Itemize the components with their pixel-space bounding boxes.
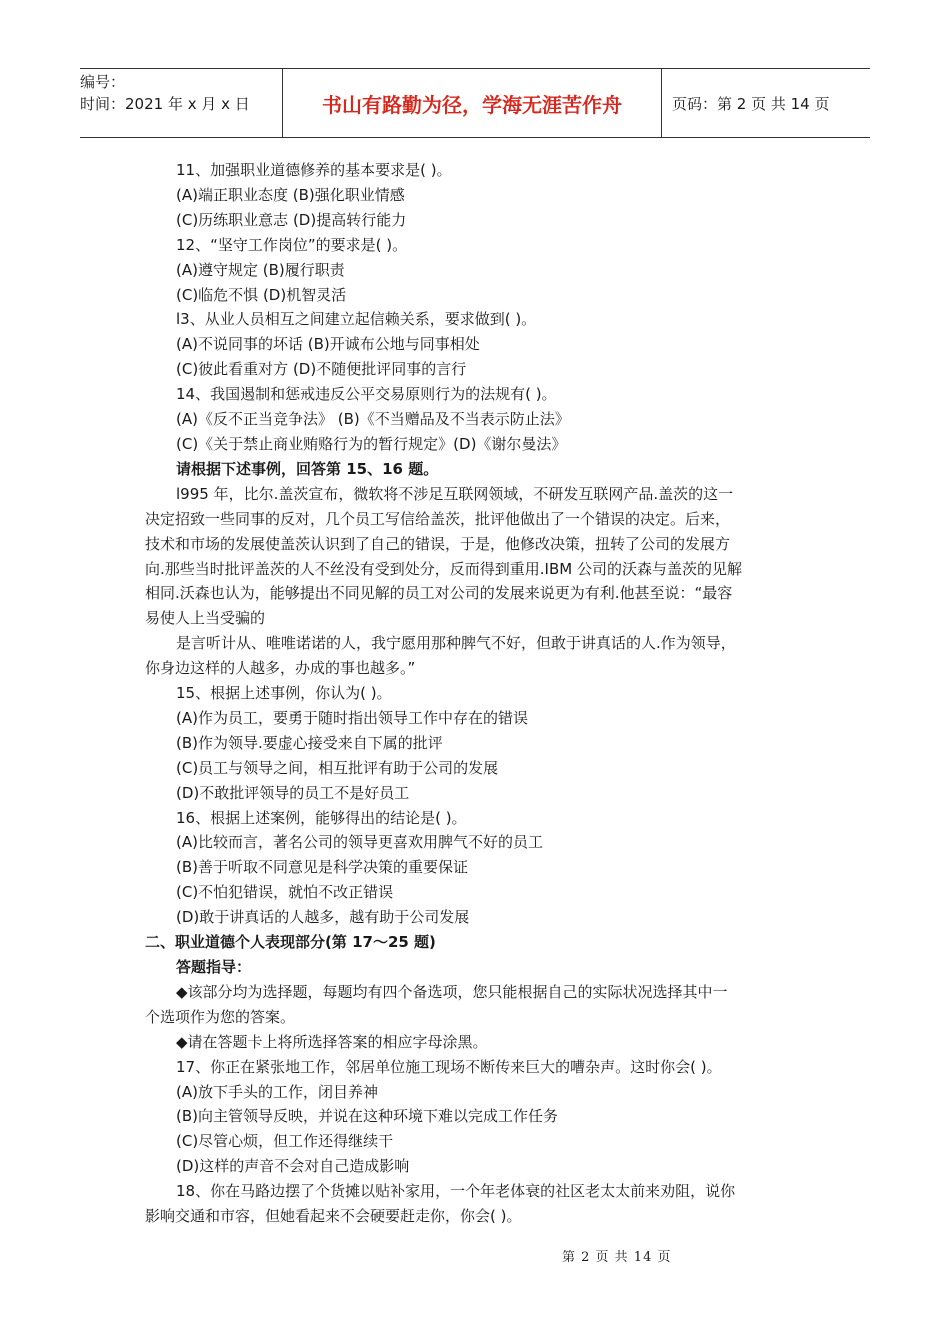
- q13-options-ab: (A)不说同事的坏话 (B)开诚布公地与同事相处: [176, 335, 480, 354]
- q16-option-a: (A)比较而言，著名公司的领导更喜欢用脾气不好的员工: [176, 833, 543, 852]
- q17-option-c: (C)尽管心烦，但工作还得继续干: [176, 1132, 394, 1151]
- question-18-cont: 影响交通和市容，但她看起来不会硬要赶走你，你会( )。: [145, 1207, 522, 1226]
- page-footer: 第 2 页 共 14 页: [562, 1250, 672, 1265]
- question-14: 14、我国遏制和惩戒违反公平交易原则行为的法规有( )。: [176, 385, 557, 404]
- question-17: 17、你正在紧张地工作，邻居单位施工现场不断传来巨大的嘈杂声。这时你会( )。: [176, 1057, 722, 1076]
- case-text-line: 易使人上当受骗的: [145, 609, 266, 628]
- q15-option-d: (D)不敢批评领导的员工不是好员工: [176, 783, 410, 802]
- header-page-info: 页码：第 2 页 共 14 页: [672, 94, 830, 113]
- q16-option-c: (C)不怕犯错误，就怕不改正错误: [176, 883, 394, 902]
- page-header: [80, 68, 870, 138]
- q12-options-ab: (A)遵守规定 (B)履行职责: [176, 260, 345, 279]
- q11-options-cd: (C)历练职业意志 (D)提高转行能力: [176, 210, 407, 229]
- question-16: 16、根据上述案例，能够得出的结论是( )。: [176, 808, 467, 827]
- question-15: 15、根据上述事例，你认为( )。: [176, 684, 392, 703]
- document-number-label: 编号：: [80, 73, 126, 91]
- q15-option-a: (A)作为员工，要勇于随时指出领导工作中存在的错误: [176, 708, 528, 727]
- q17-option-d: (D)这样的声音不会对自己造成影响: [176, 1157, 410, 1176]
- case-instruction: 请根据下述事例，回答第 15、16 题。: [176, 459, 439, 478]
- q15-option-c: (C)员工与领导之间，相互批评有助于公司的发展: [176, 758, 499, 777]
- q14-options-ab: (A)《反不正当竞争法》 (B)《不当赠品及不当表示防止法》: [176, 410, 570, 429]
- q17-option-b: (B)向主管领导反映，并说在这种环境下难以完成工作任务: [176, 1107, 558, 1126]
- instruction-line: ◆请在答题卡上将所选择答案的相应字母涂黑。: [176, 1032, 488, 1051]
- case-text-line: 决定招致一些同事的反对，几个员工写信给盖茨，批评他做出了一个错误的决定。后来，: [145, 509, 731, 528]
- q16-option-d: (D)敢于讲真话的人越多，越有助于公司发展: [176, 908, 470, 927]
- instructions-heading: 答题指导：: [176, 958, 252, 976]
- question-11: 11、加强职业道德修养的基本要求是( )。: [176, 161, 452, 179]
- q13-options-cd: (C)彼此看重对方 (D)不随便批评同事的言行: [176, 360, 467, 379]
- section-heading: 二、职业道德个人表现部分(第 17～25 题): [145, 933, 436, 952]
- question-12: 12、“坚守工作岗位”的要求是( )。: [176, 235, 408, 254]
- instruction-line: 个选项作为您的答案。: [145, 1007, 296, 1026]
- case-text-line: 向.那些当时批评盖茨的人不丝没有受到处分，反而得到重用.IBM 公司的沃森与盖茨的见解: [145, 559, 742, 578]
- header-motto: 书山有路勤为径，学海无涯苦作舟: [282, 69, 662, 137]
- q15-option-b: (B)作为领导.要虚心接受来自下属的批评: [176, 733, 443, 752]
- case-text-line: l995 年，比尔.盖茨宣布，微软将不涉足互联网领域，不研发互联网产品.盖茨的这一: [176, 484, 734, 503]
- document-body: [145, 158, 813, 1229]
- question-18: 18、你在马路边摆了个货摊以贴补家用，一个年老体衰的社区老太太前来劝阻，说你: [176, 1182, 736, 1201]
- q16-option-b: (B)善于听取不同意见是科学决策的重要保证: [176, 858, 468, 877]
- question-13: l3、从业人员相互之间建立起信赖关系，要求做到( )。: [176, 310, 537, 329]
- document-date: 时间：2021 年 x 月 x 日: [80, 95, 250, 113]
- case-text-line: 相同.沃森也认为，能够提出不同见解的员工对公司的发展来说更为有利.他甚至说：“最容: [145, 584, 733, 603]
- case-text-line: 是言听计从、唯唯诺诺的人，我宁愿用那种脾气不好，但敢于讲真话的人.作为领导，: [176, 634, 736, 653]
- q17-option-a: (A)放下手头的工作，闭目养神: [176, 1082, 378, 1101]
- case-text-line: 技术和市场的发展使盖茨认识到了自己的错误，于是，他修改决策，扭转了公司的发展方: [145, 534, 731, 553]
- header-meta: [80, 69, 280, 139]
- instruction-line: ◆该部分均为选择题，每题均有四个备选项，您只能根据自己的实际状况选择其中一: [176, 982, 728, 1001]
- case-text-line: 你身边这样的人越多，办成的事也越多。”: [145, 659, 416, 678]
- q12-options-cd: (C)临危不惧 (D)机智灵活: [176, 285, 347, 304]
- q11-options-ab: (A)端正职业态度 (B)强化职业情感: [176, 185, 405, 204]
- q14-options-cd: (C)《关于禁止商业贿赂行为的暂行规定》(D)《谢尔曼法》: [176, 434, 567, 453]
